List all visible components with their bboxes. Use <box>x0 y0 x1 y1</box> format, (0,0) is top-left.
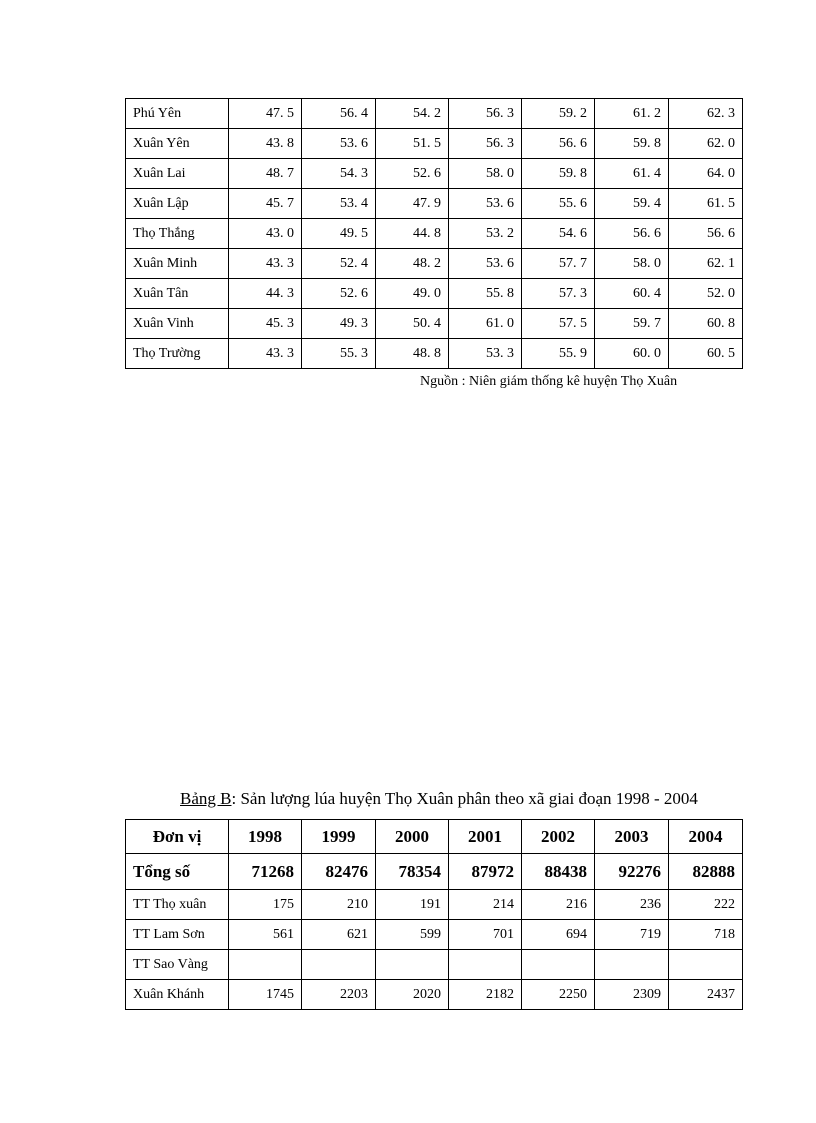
table-cell: 61. 5 <box>669 189 743 219</box>
table-cell: 60. 5 <box>669 339 743 369</box>
table-cell: 43. 0 <box>229 219 302 249</box>
table-row <box>126 890 743 920</box>
table-cell: 53. 4 <box>302 189 376 219</box>
table-cell: 44. 8 <box>376 219 449 249</box>
table-cell: 48. 7 <box>229 159 302 189</box>
column-header: 2002 <box>522 820 595 854</box>
commune-name: Phú Yên <box>126 99 229 129</box>
table-cell: 56. 4 <box>302 99 376 129</box>
table-cell: 56. 3 <box>449 99 522 129</box>
yield-table-continued <box>125 98 743 369</box>
table-cell: 47. 9 <box>376 189 449 219</box>
table-cell: 51. 5 <box>376 129 449 159</box>
table-cell: 701 <box>449 920 522 950</box>
table-header-row <box>126 820 743 854</box>
table-cell: 53. 6 <box>449 189 522 219</box>
table-cell: 210 <box>302 890 376 920</box>
table-cell: 216 <box>522 890 595 920</box>
table-cell: 48. 2 <box>376 249 449 279</box>
table-cell: 78354 <box>376 854 449 890</box>
table-cell: 222 <box>669 890 743 920</box>
table-cell: 62. 0 <box>669 129 743 159</box>
table-row <box>126 159 743 189</box>
source-note: Nguồn : Niên giám thống kê huyện Thọ Xuân <box>420 374 678 389</box>
unit-name: TT Lam Sơn <box>126 920 229 950</box>
table-cell: 52. 6 <box>376 159 449 189</box>
column-header: 2001 <box>449 820 522 854</box>
table-cell: 50. 4 <box>376 309 449 339</box>
table-caption <box>180 789 760 809</box>
table-cell: 82888 <box>669 854 743 890</box>
table-cell: 45. 3 <box>229 309 302 339</box>
table-cell: 621 <box>302 920 376 950</box>
commune-name: Xuân Lập <box>126 189 229 219</box>
table-cell: 61. 2 <box>595 99 669 129</box>
table-cell: 52. 6 <box>302 279 376 309</box>
table-row <box>126 189 743 219</box>
table-cell: 59. 2 <box>522 99 595 129</box>
table-cell: 60. 8 <box>669 309 743 339</box>
commune-name: Xuân Tân <box>126 279 229 309</box>
table-cell: 561 <box>229 920 302 950</box>
table-cell: 49. 3 <box>302 309 376 339</box>
table-cell: 59. 4 <box>595 189 669 219</box>
table-cell <box>376 950 449 980</box>
table-cell: 48. 8 <box>376 339 449 369</box>
table-cell: 92276 <box>595 854 669 890</box>
table-cell: 53. 6 <box>449 249 522 279</box>
column-header: 2004 <box>669 820 743 854</box>
total-row <box>126 854 743 890</box>
column-header: Đơn vị <box>126 820 229 854</box>
unit-name: TT Thọ xuân <box>126 890 229 920</box>
column-header: 1999 <box>302 820 376 854</box>
table-cell: 54. 3 <box>302 159 376 189</box>
table-cell: 55. 8 <box>449 279 522 309</box>
table-cell: 2182 <box>449 980 522 1010</box>
table-cell <box>302 950 376 980</box>
table-cell: 59. 8 <box>522 159 595 189</box>
column-header: 1998 <box>229 820 302 854</box>
table-caption-label: Bảng B <box>180 789 232 808</box>
table-cell <box>229 950 302 980</box>
table-row <box>126 99 743 129</box>
table-row <box>126 219 743 249</box>
table-cell: 57. 7 <box>522 249 595 279</box>
table-cell: 88438 <box>522 854 595 890</box>
commune-name: Xuân Vinh <box>126 309 229 339</box>
table-cell: 2020 <box>376 980 449 1010</box>
table-cell: 54. 2 <box>376 99 449 129</box>
table-cell: 61. 4 <box>595 159 669 189</box>
table-cell: 2309 <box>595 980 669 1010</box>
column-header: 2000 <box>376 820 449 854</box>
table-cell <box>522 950 595 980</box>
table-cell: 56. 6 <box>522 129 595 159</box>
table-cell: 62. 1 <box>669 249 743 279</box>
table-cell: 49. 5 <box>302 219 376 249</box>
total-label: Tổng số <box>126 854 229 890</box>
table-cell: 57. 5 <box>522 309 595 339</box>
table-cell: 2437 <box>669 980 743 1010</box>
table-cell: 60. 4 <box>595 279 669 309</box>
table-cell: 58. 0 <box>595 249 669 279</box>
table-cell <box>669 950 743 980</box>
table-cell: 191 <box>376 890 449 920</box>
table-row <box>126 950 743 980</box>
unit-name: TT Sao Vàng <box>126 950 229 980</box>
table-cell: 43. 3 <box>229 249 302 279</box>
commune-name: Xuân Minh <box>126 249 229 279</box>
table-cell: 53. 3 <box>449 339 522 369</box>
table-cell: 43. 8 <box>229 129 302 159</box>
table-cell <box>595 950 669 980</box>
table-row <box>126 129 743 159</box>
table-caption-text: : Sản lượng lúa huyện Thọ Xuân phân theo xã giai đoạn 1998 - 2004 <box>231 789 698 808</box>
table-cell: 87972 <box>449 854 522 890</box>
unit-name: Xuân Khánh <box>126 980 229 1010</box>
table-cell: 214 <box>449 890 522 920</box>
table-cell: 59. 8 <box>595 129 669 159</box>
table-cell: 2250 <box>522 980 595 1010</box>
table-cell: 1745 <box>229 980 302 1010</box>
table-cell: 175 <box>229 890 302 920</box>
table-cell: 61. 0 <box>449 309 522 339</box>
table-cell: 718 <box>669 920 743 950</box>
table-row <box>126 339 743 369</box>
table-cell: 53. 2 <box>449 219 522 249</box>
table-cell: 60. 0 <box>595 339 669 369</box>
table-cell: 55. 6 <box>522 189 595 219</box>
table-cell: 57. 3 <box>522 279 595 309</box>
table-cell: 719 <box>595 920 669 950</box>
table-cell: 54. 6 <box>522 219 595 249</box>
commune-name: Xuân Lai <box>126 159 229 189</box>
table-cell: 58. 0 <box>449 159 522 189</box>
table-row <box>126 249 743 279</box>
rice-production-table <box>125 819 743 1010</box>
table-cell: 2203 <box>302 980 376 1010</box>
table-cell: 56. 3 <box>449 129 522 159</box>
table-cell: 56. 6 <box>669 219 743 249</box>
table-cell: 53. 6 <box>302 129 376 159</box>
table-cell: 49. 0 <box>376 279 449 309</box>
table-cell: 45. 7 <box>229 189 302 219</box>
commune-name: Thọ Trường <box>126 339 229 369</box>
table-cell <box>449 950 522 980</box>
table-cell: 55. 3 <box>302 339 376 369</box>
table-row <box>126 980 743 1010</box>
table-cell: 64. 0 <box>669 159 743 189</box>
table-cell: 56. 6 <box>595 219 669 249</box>
table-cell: 236 <box>595 890 669 920</box>
table-cell: 52. 0 <box>669 279 743 309</box>
table-cell: 59. 7 <box>595 309 669 339</box>
commune-name: Xuân Yên <box>126 129 229 159</box>
table-cell: 71268 <box>229 854 302 890</box>
table-cell: 694 <box>522 920 595 950</box>
table-cell: 62. 3 <box>669 99 743 129</box>
table-cell: 82476 <box>302 854 376 890</box>
table-cell: 55. 9 <box>522 339 595 369</box>
table-row <box>126 309 743 339</box>
table-cell: 44. 3 <box>229 279 302 309</box>
table-cell: 47. 5 <box>229 99 302 129</box>
table-cell: 43. 3 <box>229 339 302 369</box>
table-cell: 52. 4 <box>302 249 376 279</box>
commune-name: Thọ Thắng <box>126 219 229 249</box>
table-cell: 599 <box>376 920 449 950</box>
table-row <box>126 920 743 950</box>
table-row <box>126 279 743 309</box>
column-header: 2003 <box>595 820 669 854</box>
